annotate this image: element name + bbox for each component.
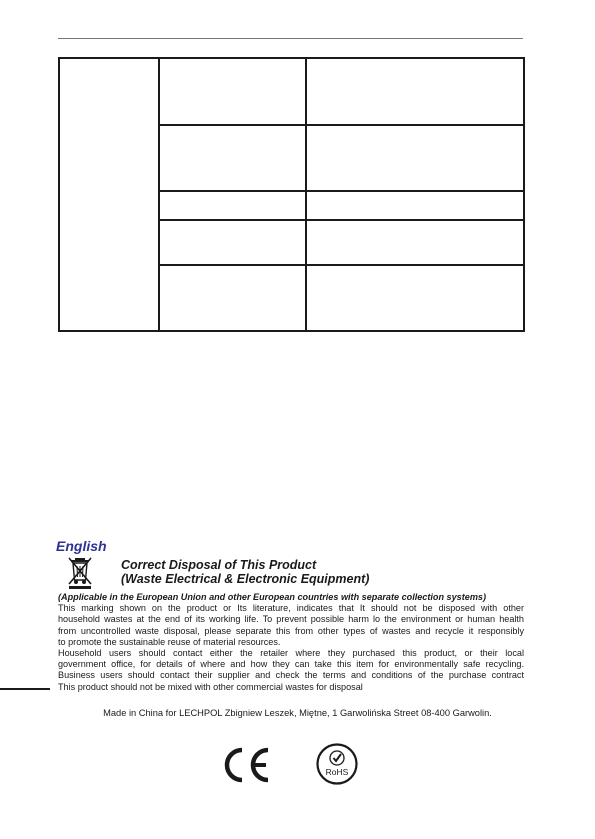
table-cell xyxy=(159,191,306,220)
notice-line: from uncontrolled waste disposal, please separate this from other types of wastes and recycle it responsibly xyxy=(58,625,524,636)
heading-line-2: (Waste Electrical & Electronic Equipment) xyxy=(121,572,370,586)
table-cell xyxy=(306,265,524,331)
spec-table xyxy=(58,57,525,332)
table-cell xyxy=(159,125,306,191)
manufacturer-line: Made in China for LECHPOL Zbigniew Leszek, Miętne, 1 Garwolińska Street 08-400 Garwolin. xyxy=(103,708,492,718)
table-cell xyxy=(306,191,524,220)
table-cell xyxy=(159,265,306,331)
notice-line: Household users should contact either the retailer where they purchased this product, or their local xyxy=(58,648,524,659)
notice-line: Business users should contact their supplier and check the terms and conditions of the purchase contract xyxy=(58,670,524,681)
table-cell xyxy=(306,58,524,125)
table-cell xyxy=(306,125,524,191)
table-cell xyxy=(159,220,306,265)
disposal-notice xyxy=(58,592,524,693)
top-rule xyxy=(58,38,523,39)
notice-line: This product should not be mixed with other commercial wastes for disposal xyxy=(58,681,363,692)
table-row xyxy=(59,58,524,125)
table-cell xyxy=(306,220,524,265)
notice-line: to promote the sustainable reuse of material resources. xyxy=(58,636,281,647)
ce-mark-icon xyxy=(220,746,272,784)
heading-line-1: Correct Disposal of This Product xyxy=(121,558,317,572)
disposal-heading xyxy=(121,558,369,586)
margin-rule xyxy=(0,688,50,690)
notice-line: This marking shown on the product or Its literature, indicates that It should not be disposed with other xyxy=(58,603,524,614)
table-cell xyxy=(159,58,306,125)
notice-line: government office, for details of where and how they can take this item for environmentally safe recycling. xyxy=(58,659,524,670)
crossed-out-wheelie-bin-icon xyxy=(66,555,94,589)
applicability-note: (Applicable in the European Union and other European countries with separate collection systems) xyxy=(58,592,486,602)
table-cell-merged xyxy=(59,58,159,331)
rohs-mark-icon xyxy=(316,743,358,785)
language-heading: English xyxy=(56,538,107,554)
notice-line: household wastes at the end of its working life. To prevent possible harm lo the environment or human health xyxy=(58,614,524,625)
rohs-label: RoHS xyxy=(325,767,349,777)
